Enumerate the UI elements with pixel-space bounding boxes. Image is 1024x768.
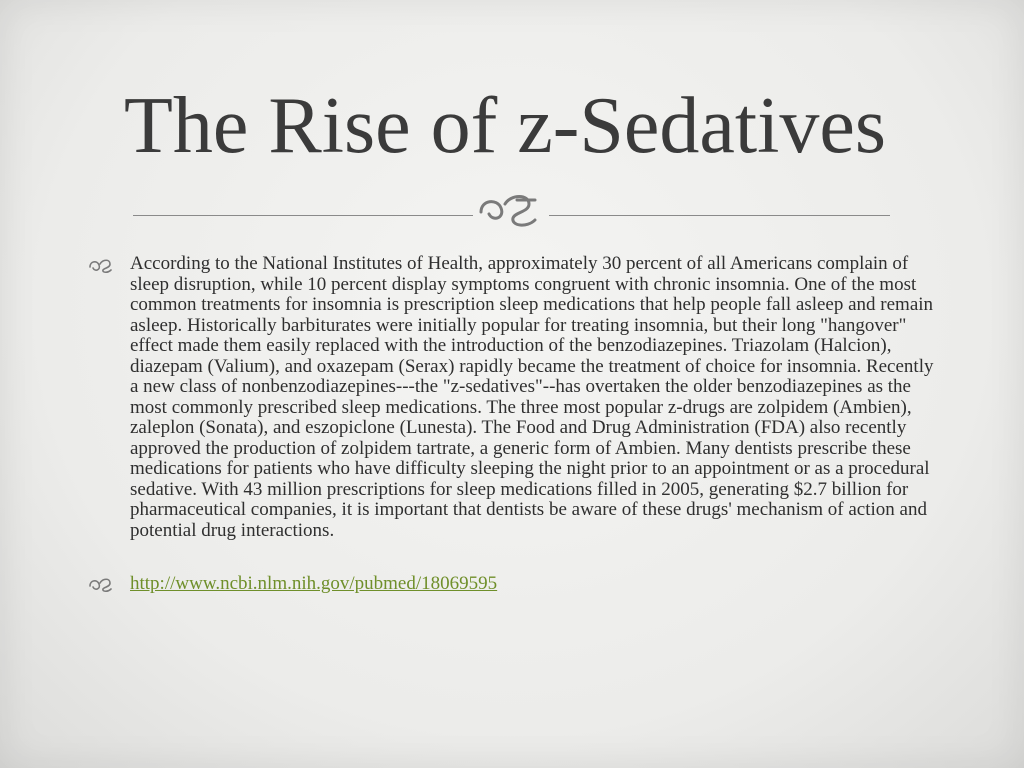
slide-title: The Rise of z-Sedatives xyxy=(124,82,886,170)
divider-line-right xyxy=(549,215,890,216)
bullet-item xyxy=(88,254,936,541)
reference-link[interactable]: http://www.ncbi.nlm.nih.gov/pubmed/18069595 xyxy=(130,573,498,594)
swirl-bullet-icon xyxy=(88,577,112,593)
swirl-bullet-icon xyxy=(88,258,112,274)
title-divider xyxy=(133,190,890,230)
bullet-item-link xyxy=(88,573,936,595)
divider-line-left xyxy=(133,215,473,216)
slide-content xyxy=(88,254,936,595)
swirl-ornament-icon xyxy=(475,190,547,230)
bullet-text: According to the National Institutes of Health, approximately 30 percent of all Americans complain of sleep disruption, while 10 percent display symptoms congruent with chronic insomnia. One of the most common treatments for insomnia is prescription sleep medications that help people fall asleep and remain asleep. Historically barbiturates were initially popular for treating insomnia, but their long "hangover" effect made them easily replaced with the introduction of the benzodiazepines. Triazolam (Halcion), diazepam (Valium), and oxazepam (Serax) rapidly became the treatment of choice for insomnia. Recently a new class of nonbenzodiazepines---the "z-sedatives"--has overtaken the older benzodiazepines as the most commonly prescribed sleep medications. The three most popular z-drugs are zolpidem (Ambien), zaleplon (Sonata), and eszopiclone (Lunesta). The Food and Drug Administration (FDA) also recently approved the production of zolpidem tartrate, a generic form of Ambien. Many dentists prescribe these medications for patients who have difficulty sleeping the night prior to an appointment or as a procedural sedative. With 43 million prescriptions for sleep medications filled in 2005, generating $2.7 billion for pharmaceutical companies, it is important that dentists be aware of these drugs' mechanism of action and potential drug interactions. xyxy=(130,253,934,541)
